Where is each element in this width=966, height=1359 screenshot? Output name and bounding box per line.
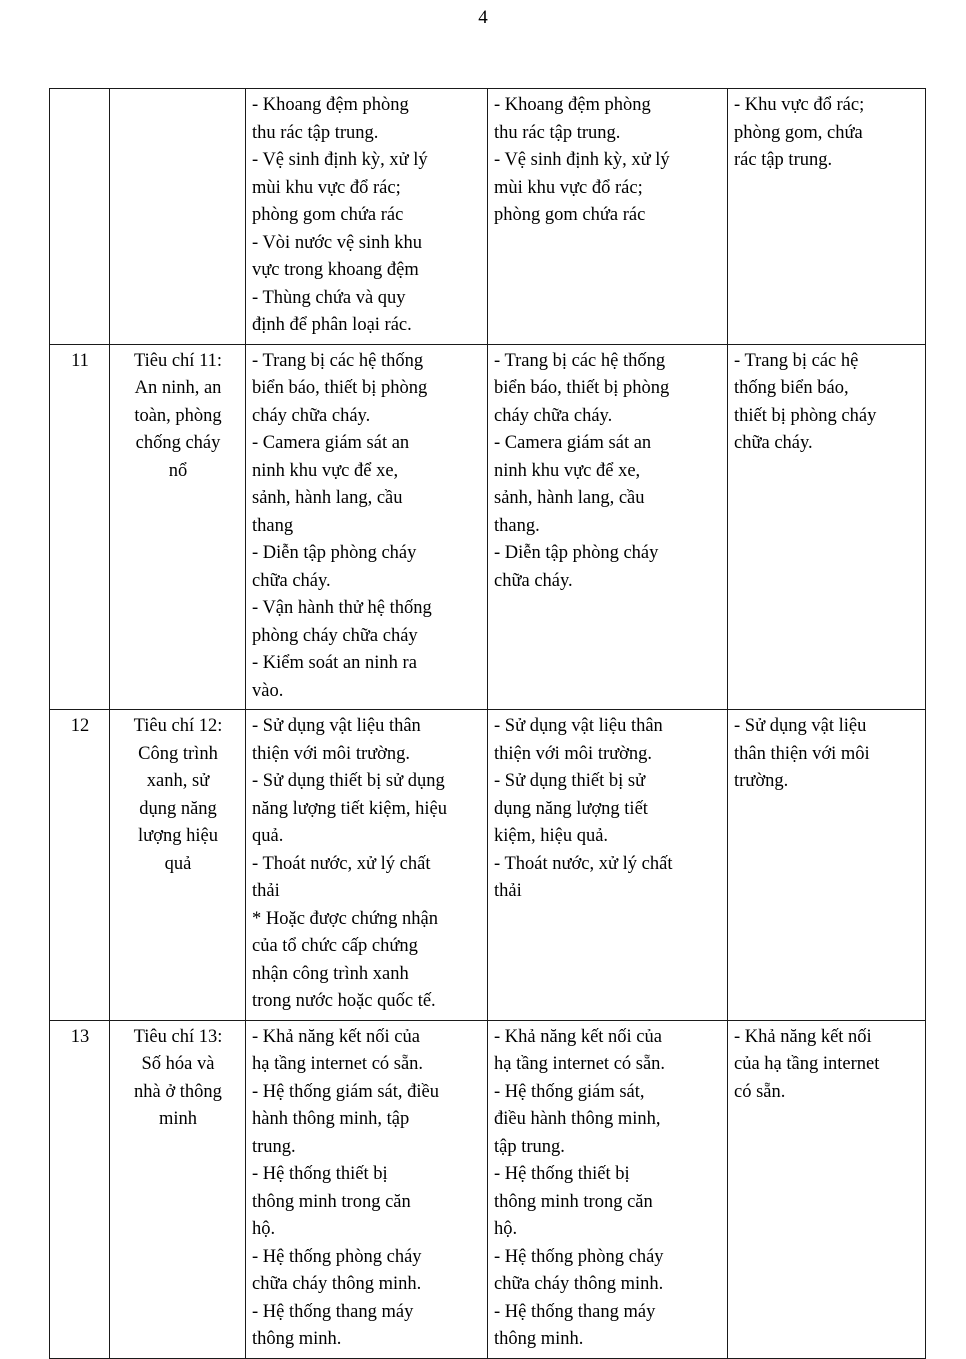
text-line: ninh khu vực để xe, [252, 460, 399, 481]
text-line: - Sử dụng thiết bị sử dụng [252, 771, 445, 791]
text-line: Tiêu chí 12: [133, 716, 223, 736]
text-line: của tổ chức cấp chứng [252, 936, 418, 956]
text-line: chữa cháy thông minh. [494, 1274, 664, 1294]
text-line: dụng năng [139, 798, 217, 819]
text-line: hộ. [252, 1219, 276, 1239]
text-line: thu rác tập trung. [252, 122, 379, 143]
text-line: - Camera giám sát an [494, 433, 652, 453]
text-line: Tiêu chí 11: [133, 350, 223, 371]
row-name-cell [110, 710, 246, 1021]
row-index-cell: 11 [50, 344, 110, 710]
text-line: nổ [168, 460, 188, 481]
text-line: cháy chữa cháy. [494, 405, 613, 426]
text-line: - Vệ sinh định kỳ, xử lý [252, 150, 428, 170]
text-line: kiệm, hiệu quả. [494, 826, 609, 846]
text-line: - Hệ thống thang máy [252, 1301, 414, 1322]
text-line: quả. [252, 826, 284, 846]
text-line: quả [164, 853, 192, 874]
row-col5-cell [728, 710, 926, 1021]
table-row [50, 344, 926, 710]
text-line: Công trình [138, 743, 218, 764]
text-line: - Hệ thống phòng cháy [494, 1246, 664, 1267]
text-line: nhà ở thông [134, 1081, 222, 1102]
row-name-cell [110, 344, 246, 710]
text-line: - Thoát nước, xử lý chất [252, 853, 431, 874]
text-line: mùi khu vực đổ rác; [252, 177, 401, 198]
text-line: thống biển báo, [734, 378, 849, 398]
row-col3-cell [246, 1020, 488, 1358]
text-line: toàn, phòng [134, 405, 222, 426]
row-col4-cell [488, 1020, 728, 1358]
row-col5-cell [728, 1020, 926, 1358]
criteria-table [49, 88, 926, 1359]
text-line: chữa cháy thông minh. [252, 1274, 422, 1294]
text-line: chống cháy [135, 433, 221, 453]
text-line: chữa cháy. [252, 570, 331, 591]
text-line: - Sử dụng vật liệu thân [252, 716, 421, 736]
text-line: - Vận hành thử hệ thống [252, 598, 432, 618]
text-line: Số hóa và [141, 1054, 215, 1074]
text-line: tập trung. [494, 1136, 565, 1157]
text-line: phòng cháy chữa cháy [252, 625, 418, 646]
text-line: Tiêu chí 13: [133, 1026, 223, 1047]
text-line: thiện với môi trường. [494, 743, 653, 764]
text-line: - Khoang đệm phòng [494, 95, 651, 115]
text-line: thân thiện với môi [734, 743, 870, 764]
criteria-table-body [50, 89, 926, 1359]
text-line: - Trang bị các hệ thống [252, 350, 424, 371]
text-line: vực trong khoang đệm [252, 260, 419, 280]
row-col5-cell [728, 344, 926, 710]
text-line: - Hệ thống thiết bị [494, 1164, 630, 1184]
row-col5-cell [728, 89, 926, 345]
text-line: chữa cháy. [494, 570, 573, 591]
row-index-cell: 12 [50, 710, 110, 1021]
text-line: biển báo, thiết bị phòng [252, 378, 428, 398]
row-col3-cell [246, 710, 488, 1021]
text-line: phòng gom, chứa [734, 122, 863, 143]
row-col4-cell [488, 344, 728, 710]
text-line: sảnh, hành lang, cầu [252, 488, 403, 508]
text-line: hạ tầng internet có sẵn. [252, 1054, 424, 1074]
text-line: trong nước hoặc quốc tế. [252, 991, 436, 1011]
row-name-cell [110, 1020, 246, 1358]
text-line: An ninh, an [134, 378, 222, 398]
text-line: - Khu vực đổ rác; [734, 95, 865, 115]
text-line: thang. [494, 515, 540, 536]
text-line: có sẵn. [734, 1081, 786, 1102]
text-line: thiện với môi trường. [252, 743, 411, 764]
text-line: rác tập trung. [734, 150, 833, 170]
text-line: minh [158, 1109, 198, 1129]
row-col3-cell [246, 344, 488, 710]
text-line: sảnh, hành lang, cầu [494, 488, 645, 508]
text-line: thang [252, 515, 294, 536]
text-line: biển báo, thiết bị phòng [494, 378, 670, 398]
text-line: điều hành thông minh, [494, 1109, 661, 1129]
text-line: - Sử dụng vật liệu [734, 716, 867, 736]
text-line: - Sử dụng thiết bị sử [494, 771, 646, 791]
text-line: - Hệ thống phòng cháy [252, 1246, 422, 1267]
row-name-cell [110, 89, 246, 345]
text-line: - Hệ thống giám sát, điều [252, 1081, 440, 1102]
table-row [50, 710, 926, 1021]
table-row [50, 89, 926, 345]
text-line: - Thùng chứa và quy [252, 287, 406, 308]
text-line: thu rác tập trung. [494, 122, 621, 143]
text-line: hạ tầng internet có sẵn. [494, 1054, 666, 1074]
text-line: - Trang bị các hệ thống [494, 350, 666, 371]
text-line: - Khả năng kết nối của [252, 1026, 420, 1047]
text-line: xanh, sử [146, 771, 210, 791]
text-line: thải [252, 881, 280, 901]
text-line: nhận công trình xanh [252, 963, 409, 984]
text-line: - Hệ thống thiết bị [252, 1164, 388, 1184]
text-line: - Khoang đệm phòng [252, 95, 409, 115]
row-col4-cell [488, 89, 728, 345]
text-line: - Camera giám sát an [252, 433, 410, 453]
row-col4-cell [488, 710, 728, 1021]
text-line: thông minh. [494, 1329, 584, 1349]
text-line: - Kiểm soát an ninh ra [252, 653, 417, 673]
text-line: - Sử dụng vật liệu thân [494, 716, 663, 736]
text-line: thông minh trong căn [252, 1191, 411, 1212]
text-line: - Vòi nước vệ sinh khu [252, 232, 423, 253]
text-line: - Hệ thống thang máy [494, 1301, 656, 1322]
text-line: thải [494, 881, 522, 901]
row-col3-cell [246, 89, 488, 345]
page-number: 4 [478, 7, 488, 28]
text-line: hành thông minh, tập [252, 1109, 410, 1129]
text-line: * Hoặc được chứng nhận [252, 908, 439, 929]
text-line: mùi khu vực đổ rác; [494, 177, 643, 198]
text-line: - Thoát nước, xử lý chất [494, 853, 673, 874]
text-line: trường. [734, 771, 789, 791]
row-index-cell [50, 89, 110, 345]
text-line: - Diễn tập phòng cháy [252, 543, 417, 563]
text-line: trung. [252, 1136, 296, 1157]
text-line: - Hệ thống giám sát, [494, 1081, 645, 1102]
text-line: chữa cháy. [734, 433, 813, 453]
text-line: hộ. [494, 1219, 518, 1239]
text-line: lượng hiệu [138, 826, 218, 846]
text-line: - Khả năng kết nối của [494, 1026, 662, 1047]
text-line: - Trang bị các hệ [734, 350, 859, 371]
text-line: phòng gom chứa rác [494, 205, 646, 225]
text-line: của hạ tầng internet [734, 1054, 880, 1074]
text-line: phòng gom chứa rác [252, 205, 404, 225]
table-row [50, 1020, 926, 1358]
text-line: - Vệ sinh định kỳ, xử lý [494, 150, 670, 170]
text-line: - Diễn tập phòng cháy [494, 543, 659, 563]
text-line: thông minh. [252, 1329, 342, 1349]
text-line: định để phân loại rác. [252, 315, 412, 335]
text-line: - Khả năng kết nối [734, 1026, 872, 1047]
text-line: thiết bị phòng cháy [734, 405, 877, 426]
text-line: năng lượng tiết kiệm, hiệu [252, 798, 448, 819]
text-line: cháy chữa cháy. [252, 405, 371, 426]
text-line: ninh khu vực để xe, [494, 460, 641, 481]
text-line: dụng năng lượng tiết [494, 798, 648, 819]
row-index-cell: 13 [50, 1020, 110, 1358]
text-line: vào. [252, 680, 284, 701]
text-line: thông minh trong căn [494, 1191, 653, 1212]
